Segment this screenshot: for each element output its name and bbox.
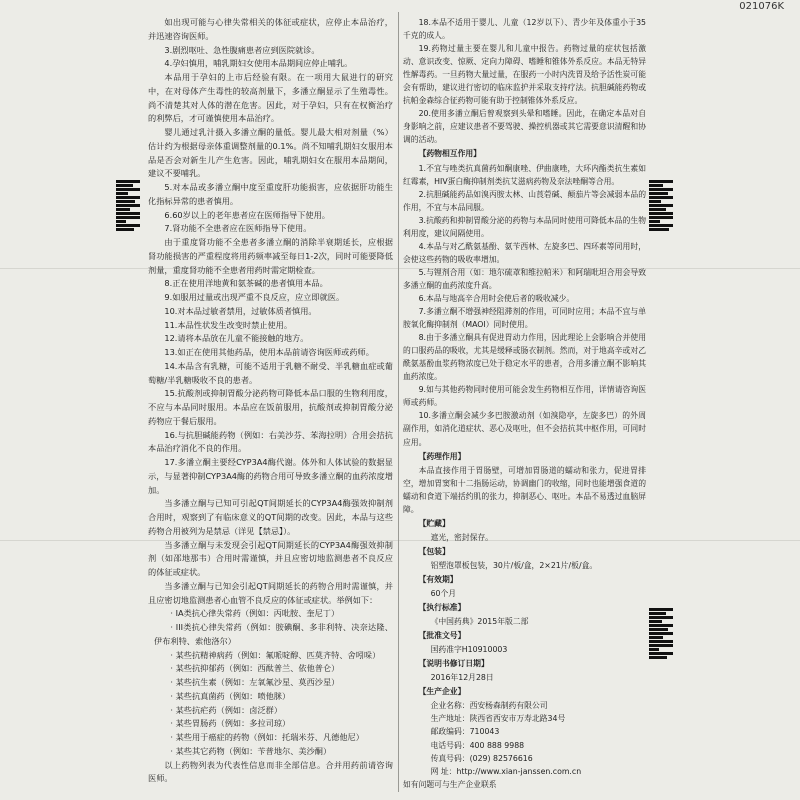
left-list-item: · 某些胃肠药（例如：多拉司琼） bbox=[170, 718, 291, 729]
left-list-item: · 某些抗真菌药（例如：喷他脒） bbox=[170, 690, 291, 701]
right-section-heading: 【贮藏】 bbox=[418, 518, 450, 528]
left-paragraph: 16.与抗胆碱能药物（例如：右美沙芬、苯海拉明）合用会拮抗本品治疗消化不良的作用。 bbox=[148, 429, 393, 454]
barcode-left bbox=[116, 180, 140, 234]
right-paragraph: 生产地址：陕西省西安市万寿北路34号 bbox=[430, 714, 566, 724]
left-paragraph: 9.如服用过量或出现严重不良反应，应立即就医。 bbox=[164, 292, 345, 302]
left-list-item: · 某些抗生素（例如：左氧氟沙星、莫西沙星） bbox=[170, 677, 340, 687]
right-paragraph: 2.抗胆碱能药品如溴丙胺太林、山莨菪碱、颠茄片等会减弱本品的作用，不宜与本品同服。 bbox=[403, 189, 646, 212]
right-section-heading: 【批准文号】 bbox=[418, 631, 466, 641]
left-list-item: · 某些抗精神病药（例如：氟哌啶醇、匹莫齐特、舍吲哚） bbox=[170, 649, 381, 660]
right-paragraph: 如有问题可与生产企业联系 bbox=[403, 779, 497, 789]
right-paragraph: 电话号码：400 888 9988 bbox=[430, 740, 525, 750]
left-paragraph: 12.请将本品放在儿童不能接触的地方。 bbox=[164, 333, 309, 344]
left-list-item: · 某些用于癌症的药物（例如：托瑞米芬、凡德他尼） bbox=[170, 732, 364, 742]
right-paragraph: 遮光，密封保存。 bbox=[430, 532, 493, 542]
right-paragraph: 19.药物过量主要在婴儿和儿童中报告。药物过量的症状包括激动、意识改变、惊厥、定向力障碍、嗜睡和锥体外系反应。本品无特异性解毒药。一旦药物大量过量，在服药一小时内洗胃及给予活性炭可能会有帮助，建议进行密切的临床监护并采取支持疗法。抗胆碱能药物或抗帕金森综合征药物可能有助于控制锥体外系反应。 bbox=[403, 44, 646, 106]
right-paragraph: 7.多潘立酮不增强神经阻滞剂的作用，可同时应用；本品不宜与单胺氧化酶抑制剂（MAOI）同时使用。 bbox=[403, 307, 646, 330]
column-divider bbox=[398, 12, 399, 792]
right-section-heading: 【药物相互作用】 bbox=[418, 149, 481, 159]
left-paragraph: 15.抗酸剂或抑制胃酸分泌药物可降低本品口服的生物利用度，不应与本品同时服用。本品应在饭前服用，抗酸剂或抑制胃酸分泌药物应于餐后服用。 bbox=[148, 388, 393, 426]
left-list-item: · IA类抗心律失常药（例如：丙吡胺、奎尼丁） bbox=[170, 608, 340, 619]
left-paragraph: 4.孕妇慎用，哺乳期妇女使用本品期间应停止哺乳。 bbox=[164, 58, 353, 69]
right-paragraph: 企业名称：西安杨森制药有限公司 bbox=[430, 701, 548, 711]
left-paragraph: 3.剧烈呕吐、急性腹痛患者应到医院就诊。 bbox=[164, 44, 320, 55]
right-paragraph: 20.使用多潘立酮后曾观察到头晕和嗜睡。因此，在确定本品对自身影响之前，应建议患者不要驾驶、操控机器或其它需要意识清醒和协调的活动。 bbox=[403, 109, 646, 145]
fold-crease bbox=[0, 268, 800, 269]
left-list-item: · 某些抗抑郁药（例如：西酞普兰、依他普仑） bbox=[170, 663, 340, 674]
left-paragraph: 11.本品性状发生改变时禁止使用。 bbox=[164, 319, 293, 330]
document-code: 021076K bbox=[739, 1, 784, 12]
right-section-heading: 【有效期】 bbox=[418, 574, 458, 584]
barcode-right-bottom bbox=[649, 608, 673, 662]
right-paragraph: 4.本品与对乙酰氨基酚、氨苄西林、左旋多巴、四环素等同用时，会使这些药物的吸收率增加。 bbox=[403, 241, 646, 264]
left-paragraph: 13.如正在使用其他药品，使用本品前请咨询医师或药师。 bbox=[164, 347, 374, 357]
left-paragraph: 5.对本品或多潘立酮中度至重度肝功能损害，应依据肝功能生化指标异常的患者慎用。 bbox=[148, 182, 393, 206]
right-paragraph: 铝塑泡罩板包装，30片/板/盒，2×21片/板/盒。 bbox=[430, 560, 598, 570]
right-section-heading: 【包装】 bbox=[418, 546, 450, 556]
right-paragraph: 传真号码：(029) 82576616 bbox=[430, 753, 533, 763]
right-paragraph: 18.本品不适用于婴儿、儿童（12岁以下）、青少年及体重小于35千克的成人。 bbox=[403, 18, 646, 41]
right-paragraph: 9.如与其他药物同时使用可能会发生药物相互作用，详情请咨询医师或药师。 bbox=[403, 385, 646, 408]
right-section-heading: 【说明书修订日期】 bbox=[418, 659, 489, 669]
left-paragraph: 由于重度肾功能不全患者多潘立酮的消除半衰期延长，应根据肾功能损害的严重程度将用药频率减至每日1-2次，同时可能要降低剂量，重度肾功能不全患者用药时需定期检查。 bbox=[148, 237, 393, 275]
right-paragraph: 5.与锂剂合用（如：地尔硫䓬和维拉帕米）和阿瑞吡坦合用会导致多潘立酮的血药浓度升高。 bbox=[403, 267, 646, 290]
left-paragraph: 14.本品含有乳糖，可能不适用于乳糖不耐受、半乳糖血症或葡萄糖/半乳糖吸收不良的患者。 bbox=[148, 360, 393, 385]
right-paragraph: 国药准字H10910003 bbox=[430, 645, 508, 655]
right-paragraph: 3.抗酸药和抑制胃酸分泌的药物与本品同时使用可降低本品的生物利用度，建议间隔使用。 bbox=[403, 215, 646, 238]
left-paragraph: 当多潘立酮与已知会引起QT间期延长的药物合用时需谨慎，并且应密切地监测患者心血管不良反应的体征或症状。举例如下： bbox=[148, 580, 393, 605]
left-paragraph: 8.正在使用洋地黄和氨茶碱的患者慎用本品。 bbox=[164, 278, 328, 289]
left-paragraph: 以上药物列表为代表性信息而非全部信息。合并用药前请咨询医师。 bbox=[148, 759, 393, 784]
left-list-item: · 某些其它药物（例如：苄普地尔、美沙酮） bbox=[170, 745, 332, 756]
left-paragraph: 当多潘立酮与未发现会引起QT间期延长的CYP3A4酶强效抑制剂（如邵地那韦）合用时需谨慎，并且应密切地监测患者不良反应的体征或症状。 bbox=[148, 539, 393, 577]
left-paragraph: 6.60岁以上的老年患者应在医师指导下使用。 bbox=[164, 209, 330, 220]
right-paragraph: 60个月 bbox=[430, 589, 457, 599]
right-paragraph: 本品直接作用于胃肠壁，可增加胃肠道的蠕动和张力，促进胃排空，增加胃窦和十二指肠运动，协调幽门的收缩，同时也能增强食道的蠕动和食道下端括约肌的张力，抑制恶心、呕吐。本品不易透过血脑屏障。 bbox=[403, 465, 646, 514]
left-list-item: · 某些抗疟药（例如：卤泛群） bbox=[170, 704, 283, 715]
right-section-heading: 【执行标准】 bbox=[418, 603, 466, 613]
left-paragraph: 10.对本品过敏者禁用，过敏体质者慎用。 bbox=[164, 305, 317, 316]
right-paragraph: 6.本品与地高辛合用时会使后者的吸收减少。 bbox=[418, 293, 575, 303]
right-paragraph: 网 址：http://www.xian-janssen.com.cn bbox=[430, 766, 582, 776]
right-paragraph: 邮政编码：710043 bbox=[430, 727, 500, 737]
left-paragraph: 7.肾功能不全患者应在医师指导下使用。 bbox=[164, 223, 312, 234]
left-paragraph: 当多潘立酮与已知可引起QT间期延长的CYP3A4酶强效抑制剂合用时，观察到了有临床意义的QT间期的改变。因此，本品与这些药物合用被列为是禁忌（详见【禁忌】）。 bbox=[148, 498, 393, 536]
left-column bbox=[148, 16, 393, 786]
right-paragraph: 10.多潘立酮会减少多巴胺激动剂（如溴隐亭，左旋多巴）的外周副作用，如消化道症状、恶心及呕吐，但不会拮抗其中枢作用，可同时应用。 bbox=[403, 411, 646, 447]
left-paragraph: 婴儿通过乳汁摄入多潘立酮的量低。婴儿最大相对剂量（%）估计约为根据母亲体重调整剂量的0.1%。尚不知哺乳期妇女服用本品是否会对新生儿产生危害。因此，哺乳期妇女在服用本品期间，建议不要哺乳。 bbox=[148, 127, 393, 179]
fold-crease bbox=[0, 540, 800, 541]
left-paragraph: 17.多潘立酮主要经CYP3A4酶代谢。体外和人体试验的数据显示，与显著抑制CYP3A4酶的药物合用可导致多潘立酮的血药浓度增加。 bbox=[148, 457, 393, 495]
right-paragraph: 8.由于多潘立酮具有促进胃动力作用，因此理论上会影响合并使用的口服药品的吸收，尤其是缓释或肠衣制剂。然而，对于地高辛或对乙酰氨基酚血浆药物浓度已处于稳定水平的患者，合用多潘立酮不影响其血药浓度。 bbox=[403, 333, 646, 382]
left-paragraph: 本品用于孕妇的上市后经验有限。在一项用大鼠进行的研究中，在对母体产生毒性的较高剂量下，多潘立酮显示了生殖毒性。尚不清楚其对人体的潜在危害。因此，对于孕妇，只有在权衡治疗的利弊后，才可谨慎使用本品治疗。 bbox=[148, 72, 393, 124]
right-section-heading: 【生产企业】 bbox=[418, 687, 466, 697]
left-list-item: · III类抗心律失常药（例如：胺碘酮、多非利特、决奈达隆、伊布利特、索他洛尔） bbox=[154, 622, 393, 646]
right-paragraph: 2016年12月28日 bbox=[430, 673, 494, 683]
left-paragraph: 如出现可能与心律失常相关的体征或症状，应停止本品治疗，并迅速咨询医师。 bbox=[148, 17, 393, 41]
right-paragraph: 1.不宜与唑类抗真菌药如酮康唑、伊曲康唑，大环内酯类抗生素如红霉素，HIV蛋白酶抑制剂类抗艾滋病药物及奈法唑酮等合用。 bbox=[403, 163, 646, 186]
right-column bbox=[403, 16, 646, 791]
barcode-right-top bbox=[649, 180, 673, 234]
right-section-heading: 【药理作用】 bbox=[418, 451, 466, 461]
right-paragraph: 《中国药典》2015年版二部 bbox=[430, 617, 529, 627]
